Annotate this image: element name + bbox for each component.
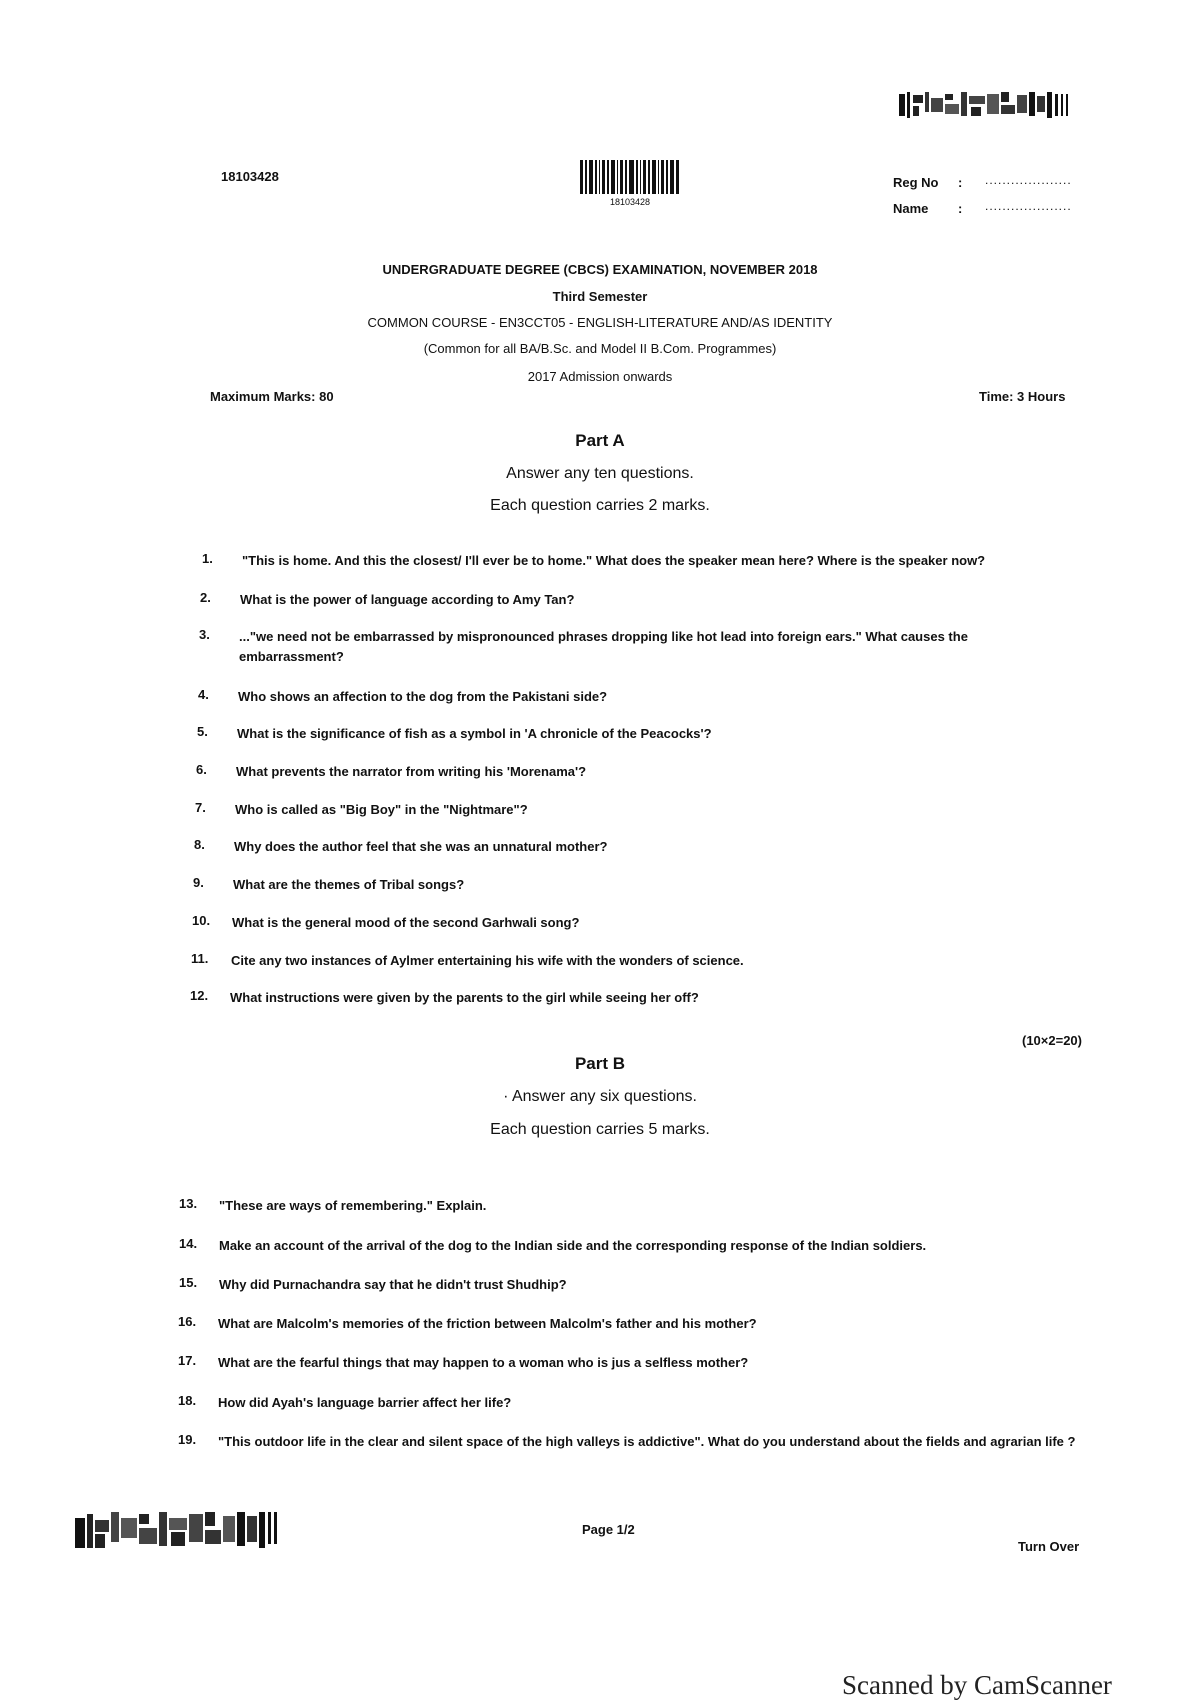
question-number: 15. <box>179 1275 198 1290</box>
question-text: How did Ayah's language barrier affect her life? <box>218 1395 512 1410</box>
maximum-marks: Maximum Marks: 80 <box>210 389 334 404</box>
question-text: What are the themes of Tribal songs? <box>233 877 465 892</box>
question-number: 14. <box>179 1236 198 1251</box>
question-text: What prevents the narrator from writing his 'Morenama'? <box>236 764 587 779</box>
question-number: 5. <box>197 724 208 739</box>
question-5 <box>197 724 1037 744</box>
question-text: Make an account of the arrival of the dog to the Indian side and the corresponding response of the Indian soldiers. <box>219 1238 927 1253</box>
question-text: What are Malcolm's memories of the friction between Malcolm's father and his mother? <box>218 1316 757 1331</box>
barcode <box>580 160 680 194</box>
time-allowed: Time: 3 Hours <box>979 389 1066 404</box>
question-number: 13. <box>179 1196 198 1211</box>
question-17 <box>178 1353 1088 1373</box>
question-number: 7. <box>195 800 206 815</box>
question-text: Who shows an affection to the dog from the Pakistani side? <box>238 689 608 704</box>
reg-no-colon: : <box>958 175 963 190</box>
common-for: (Common for all BA/B.Sc. and Model II B.Com. Programmes) <box>423 341 777 356</box>
question-text: What instructions were given by the parents to the girl while seeing her off? <box>230 990 699 1005</box>
question-11 <box>191 951 1031 971</box>
question-19 <box>178 1432 1098 1452</box>
question-text: Why does the author feel that she was an unnatural mother? <box>234 839 608 854</box>
question-12 <box>190 988 1030 1008</box>
part-b-instruction-2: Each question carries 5 marks. <box>490 1121 710 1138</box>
question-text: What is the power of language according to Amy Tan? <box>240 592 575 607</box>
question-text: What are the fearful things that may happen to a woman who is jus a selfless mother? <box>218 1355 749 1370</box>
question-number: 1. <box>202 551 213 566</box>
question-18 <box>178 1393 1088 1413</box>
question-number: 9. <box>193 875 204 890</box>
part-a-instruction-2: Each question carries 2 marks. <box>490 497 710 514</box>
question-9 <box>193 875 1033 895</box>
question-text: "This outdoor life in the clear and silent space of the high valleys is addictive". What do you understand about the fields and agrarian life ? <box>218 1434 1076 1449</box>
question-7 <box>195 800 1035 820</box>
barcode-caption: 18103428 <box>609 197 651 207</box>
question-number: 12. <box>190 988 209 1003</box>
question-text: What is the general mood of the second Garhwali song? <box>232 915 580 930</box>
part-b-title: Part B <box>574 1054 626 1073</box>
question-text: "These are ways of remembering." Explain. <box>219 1198 487 1213</box>
semester: Third Semester <box>552 289 648 304</box>
bottom-left-scan-code <box>75 1512 280 1550</box>
question-10 <box>192 913 1032 933</box>
question-16 <box>178 1314 1088 1334</box>
question-number: 8. <box>194 837 205 852</box>
question-text: What is the significance of fish as a symbol in 'A chronicle of the Peacocks'? <box>237 726 712 741</box>
question-2 <box>200 590 1040 610</box>
page-number: Page 1/2 <box>582 1522 635 1537</box>
question-number: 10. <box>192 913 211 928</box>
question-number: 2. <box>200 590 211 605</box>
question-text: "This is home. And this the closest/ I'll ever be to home." What does the speaker mean here? Where is the speaker now? <box>242 553 986 568</box>
question-8 <box>194 837 1034 857</box>
question-number: 3. <box>199 627 210 642</box>
part-a-title: Part A <box>575 431 625 450</box>
question-text: ..."we need not be embarrassed by mispronounced phrases dropping like hot lead into foreign ears." What causes the embarrassment? <box>239 629 968 664</box>
paper-code: 18103428 <box>221 169 279 184</box>
question-number: 6. <box>196 762 207 777</box>
question-number: 19. <box>178 1432 197 1447</box>
question-1 <box>202 551 1092 571</box>
exam-title: UNDERGRADUATE DEGREE (CBCS) EXAMINATION, NOVEMBER 2018 <box>382 262 818 277</box>
question-number: 11. <box>191 951 209 966</box>
name-colon: : <box>958 201 963 216</box>
question-number: 4. <box>198 687 209 702</box>
course-title: COMMON COURSE - EN3CCT05 - ENGLISH-LITERATURE AND/AS IDENTITY <box>367 315 833 330</box>
name-label: Name <box>893 201 929 216</box>
question-text: Who is called as "Big Boy" in the "Nightmare"? <box>235 802 528 817</box>
question-6 <box>196 762 1036 782</box>
name-field: .................... <box>985 199 1072 213</box>
question-15 <box>179 1275 1089 1295</box>
top-right-scan-code <box>899 92 1079 118</box>
question-number: 17. <box>178 1353 197 1368</box>
question-3 <box>199 627 1039 667</box>
part-a-instruction-1: Answer any ten questions. <box>506 465 694 482</box>
part-a-marks: (10×2=20) <box>1022 1033 1082 1048</box>
scanned-by-watermark: Scanned by CamScanner <box>842 1670 1112 1700</box>
question-text: Cite any two instances of Aylmer entertaining his wife with the wonders of science. <box>231 953 744 968</box>
turn-over: Turn Over <box>1018 1539 1080 1554</box>
reg-no-field: .................... <box>985 173 1072 187</box>
question-number: 16. <box>178 1314 197 1329</box>
question-14 <box>179 1236 1089 1256</box>
question-13 <box>179 1196 1089 1216</box>
admission-note: 2017 Admission onwards <box>527 369 673 384</box>
question-number: 18. <box>178 1393 197 1408</box>
reg-no-label: Reg No <box>893 175 939 190</box>
question-4 <box>198 687 1038 707</box>
part-b-instruction-1: · Answer any six questions. <box>503 1088 697 1105</box>
question-text: Why did Purnachandra say that he didn't trust Shudhip? <box>219 1277 567 1292</box>
